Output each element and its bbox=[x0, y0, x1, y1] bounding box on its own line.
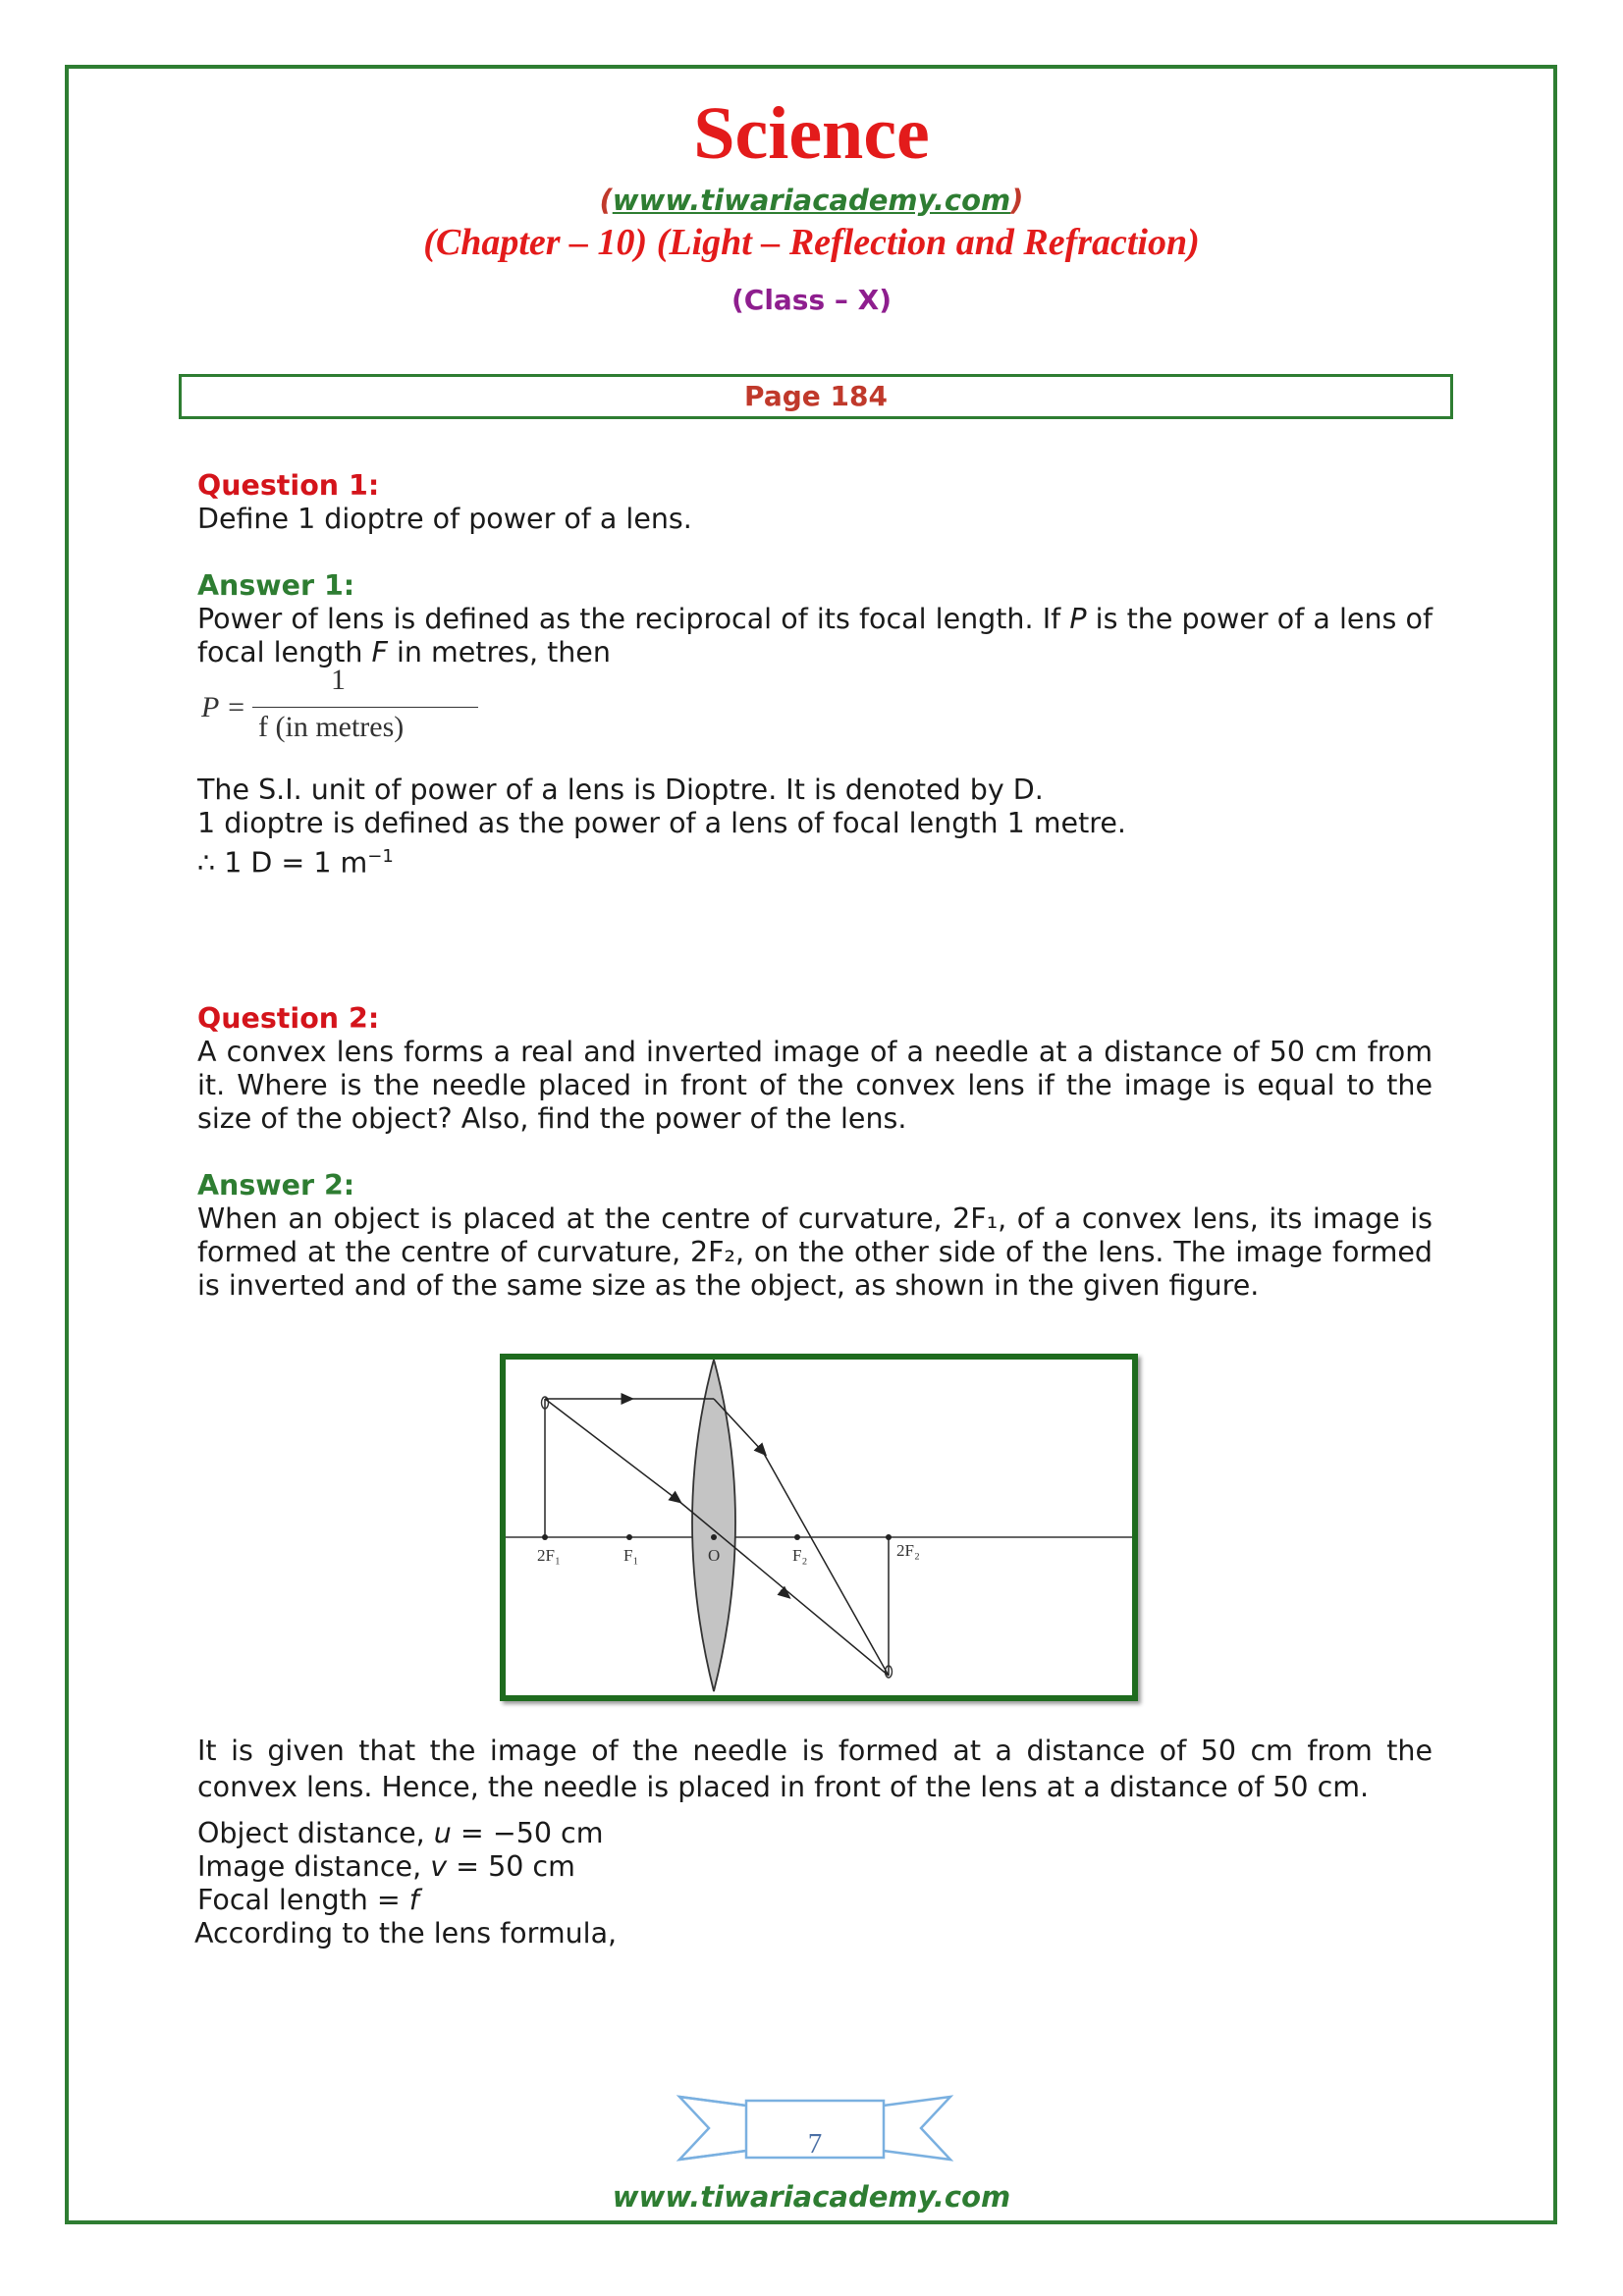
footer-site-link[interactable]: www.tiwariacademy.com bbox=[612, 2180, 1011, 2214]
formula-lhs: P = bbox=[201, 691, 246, 723]
ray-diagram-svg bbox=[506, 1360, 1132, 1695]
header-site-link[interactable]: www.tiwariacademy.com bbox=[612, 184, 1011, 217]
answer-2-text: When an object is placed at the centre of curvature, 2F₁, of a convex lens, its image is formed at the centre of curvature, 2F₂, on the other side of the lens. The image formed is inverted and of the same size as the object, as shown in the given figure. bbox=[197, 1201, 1433, 1302]
ray-central-arrow bbox=[545, 1399, 677, 1500]
main-content bbox=[194, 469, 1433, 1950]
answer-1-line-3: ∴ 1 D = 1 $m^{-1}$ bbox=[197, 846, 394, 880]
object-distance-line: Object distance, u = −50 cm bbox=[197, 1816, 604, 1849]
lens-ray-diagram bbox=[500, 1354, 1138, 1701]
image-distance-line: Image distance, v = 50 cm bbox=[197, 1849, 575, 1883]
question-2-heading: Question 2: bbox=[197, 1001, 380, 1035]
formula-denominator: f (in metres) bbox=[258, 711, 405, 743]
question-1-heading: Question 1: bbox=[197, 469, 380, 502]
page-number-banner: Page 184 bbox=[179, 374, 1453, 419]
answer-1-line-2: 1 dioptre is defined as the power of a lens of focal length 1 metre. bbox=[197, 807, 1126, 839]
answer-2-heading: Answer 2: bbox=[197, 1168, 355, 1201]
label-2f2: 2F₂ bbox=[896, 1540, 920, 1560]
answer-1-intro: Power of lens is defined as the reciprocal of its focal length. If P is the power of a lens of focal length F in metres, then bbox=[197, 603, 1433, 668]
header-site: (www.tiwariacademy.com) bbox=[599, 184, 1024, 217]
formula-numerator: 1 bbox=[331, 664, 346, 696]
label-2f1: 2F₁ bbox=[537, 1545, 561, 1565]
ray-central-arrow-2 bbox=[781, 1590, 786, 1595]
power-formula bbox=[197, 664, 492, 750]
ray-refracted bbox=[763, 1452, 889, 1676]
page-title: Science bbox=[693, 92, 930, 175]
answer-1-line-1: The S.I. unit of power of a lens is Dioptre. It is denoted by D. bbox=[197, 774, 1044, 806]
fraction-bar bbox=[252, 707, 478, 708]
badge-outline-left bbox=[679, 2097, 754, 2160]
point-2f2 bbox=[886, 1534, 892, 1540]
question-2-text: A convex lens forms a real and inverted image of a needle at a distance of 50 cm from it. Where is the needle placed in front of the convex lens if the image is equal to the size of the object? Also, find the power of the lens. bbox=[197, 1035, 1433, 1135]
focal-length-line: Focal length = f bbox=[197, 1883, 419, 1916]
label-f2: F₂ bbox=[792, 1545, 808, 1565]
question-1-text: Define 1 dioptre of power of a lens. bbox=[197, 503, 692, 535]
chapter-heading: (Chapter – 10) (Light – Reflection and Refraction) bbox=[423, 222, 1200, 263]
badge-ribbon-right bbox=[876, 2097, 950, 2160]
footer-page-number: 7 bbox=[807, 2128, 823, 2160]
point-f2 bbox=[794, 1534, 800, 1540]
point-f1 bbox=[626, 1534, 632, 1540]
lens-formula-line: According to the lens formula, bbox=[194, 1916, 618, 1949]
convex-lens bbox=[692, 1360, 735, 1691]
point-2f1 bbox=[542, 1534, 548, 1540]
answer-2-after-figure: It is given that the image of the needle is formed at a distance of 50 cm from the convex lens. Hence, the needle is placed in front of the lens at a distance of 50 cm. bbox=[197, 1734, 1433, 1803]
class-label: (Class – X) bbox=[730, 284, 893, 316]
label-f1: F₁ bbox=[623, 1545, 639, 1565]
label-o: O bbox=[708, 1545, 721, 1565]
point-o bbox=[711, 1534, 717, 1540]
answer-1-heading: Answer 1: bbox=[197, 569, 355, 602]
